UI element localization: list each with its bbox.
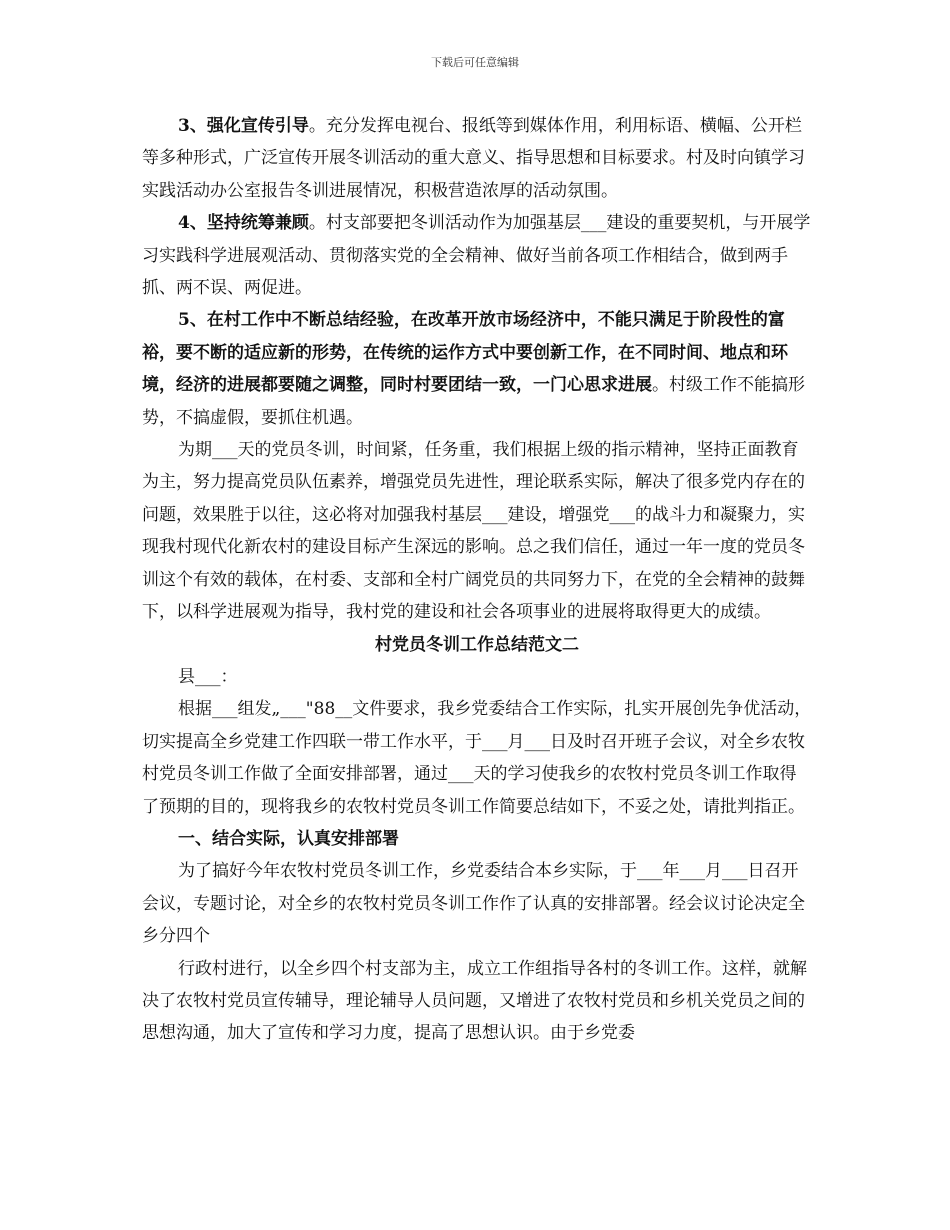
heading-one: 一、结合实际，认真安排部署 xyxy=(178,828,399,849)
paragraph-4-text: 。村支部要把冬训活动作为加强基层___建设的重要契机，与开展学习实践科学进展观活动、贯彻落实党的全会精神、做好当前各项工作相结合，做到两手抓、两不误、两促进。 xyxy=(142,213,811,299)
section-title: 村党员冬训工作总结范文二 xyxy=(375,634,579,655)
page-header: 下载后可任意编辑 xyxy=(431,56,519,69)
paragraph-5-heading: 5、在村工作中不断总结经验，在改革开放市场经济中，不能只满足于阶段性的富裕，要不断的适应新的形势，在传统的运作方式中要创新工作，在不同时间、地点和环境，经济的进展都要随之调整，同时村要团结一致，一门心思求进展 xyxy=(142,310,788,396)
paragraph-3 xyxy=(142,110,812,207)
document-body xyxy=(142,110,812,1050)
paragraph-5-text: 。村级工作不能搞形势，不搞虚假，要抓住机遇。 xyxy=(142,375,805,428)
paragraph-villages: 行政村进行，以全乡四个村支部为主，成立工作组指导各村的冬训工作。这样，就解决了农牧村党员宣传辅导，理论辅导人员问题，又增进了农牧村党员和乡机关党员之间的思想沟通，加大了宣传和学习力度，提高了思想认识。由于乡党委 xyxy=(142,958,807,1044)
paragraph-4-heading: 4、坚持统筹兼顾 xyxy=(178,213,309,234)
paragraph-4 xyxy=(142,207,812,304)
paragraph-5 xyxy=(142,304,812,434)
paragraph-arrangement: 为了搞好今年农牧村党员冬训工作，乡党委结合本乡实际，于___年___月___日召开会议，专题讨论，对全乡的农牧村党员冬训工作作了认真的安排部署。经会议讨论决定全乡分四个 xyxy=(142,861,805,947)
paragraph-intro: 根据___组发„___"88__文件要求，我乡党委结合工作实际，扎实开展创先争优活动，切实提高全乡党建工作四联一带工作水平，于___月___日及时召开班子会议，对全乡农牧村党员冬训工作做了全面安排部署，通过___天的学习使我乡的农牧村党员冬训工作取得了预期的目的，现将我乡的农牧村党员冬训工作简要总结如下，不妥之处，请批判指正。 xyxy=(142,699,812,817)
salutation: 县___： xyxy=(178,666,238,687)
paragraph-3-heading: 3、强化宣传引导 xyxy=(178,116,309,136)
paragraph-conclusion: 为期___天的党员冬训，时间紧，任务重，我们根据上级的指示精神，坚持正面教育为主，努力提高党员队伍素养，增强党员先进性，理论联系实际，解决了很多党内存在的问题，效果胜于以往，这必将对加强我村基层___建设，增强党___的战斗力和凝聚力，实现我村现代化新农村的建设目标产生深远的影响。总之我们信任，通过一年一度的党员冬训这个有效的载体，在村委、支部和全村广阔党员的共同努力下，在党的全会精神的鼓舞下，以科学进展观为指导，我村党的建设和社会各项事业的进展将取得更大的成绩。 xyxy=(142,440,805,623)
paragraph-3-text: 。充分发挥电视台、报纸等到媒体作用，利用标语、横幅、公开栏等多种形式，广泛宣传开展冬训活动的重大意义、指导思想和目标要求。村及时向镇学习实践活动办公室报告冬训进展情况，积极营造浓厚的活动氛围。 xyxy=(142,116,805,201)
